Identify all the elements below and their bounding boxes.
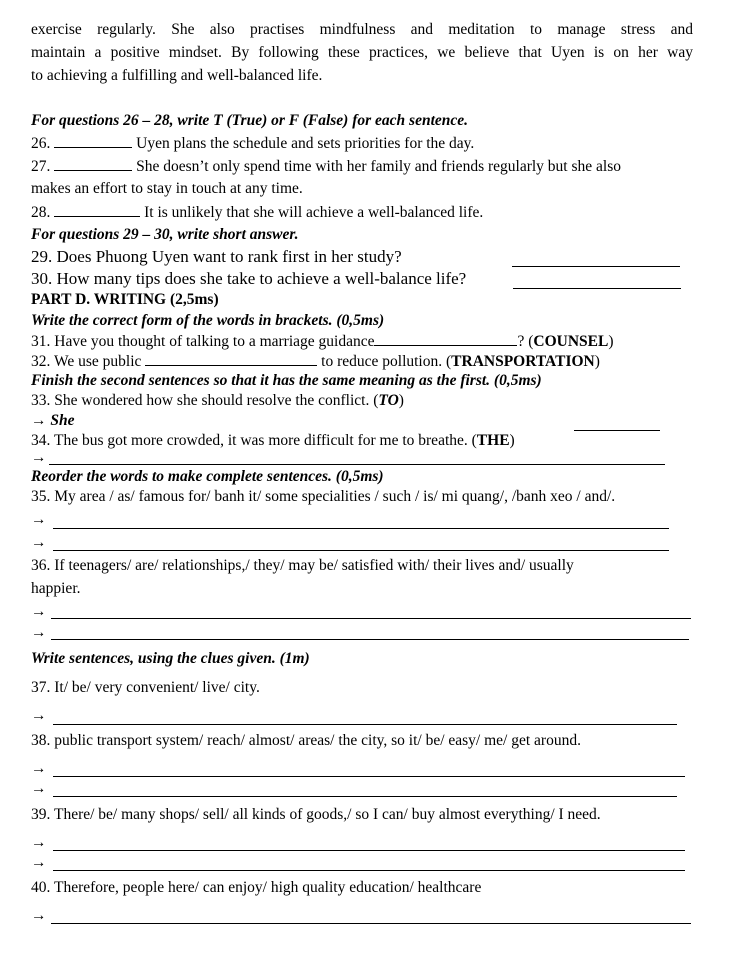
question-38: 38. public transport system/ reach/ almost/ areas/ the city, so it/ be/ easy/ me/ get around. (31, 732, 581, 749)
q35-arrow-1: → (31, 511, 47, 528)
q34-arrow: → (31, 449, 47, 466)
q39-arrow-2: → (31, 854, 47, 871)
question-31 (31, 331, 614, 352)
q26-answer-blank[interactable] (54, 133, 132, 148)
q35-answer-line-2[interactable] (53, 550, 669, 551)
q36-answer-line-1[interactable] (51, 618, 691, 619)
q32-close: ) (594, 353, 600, 370)
q32-after: to reduce pollution. ( (321, 353, 452, 370)
clues-instruction: Write sentences, using the clues given. (1m) (31, 650, 310, 667)
q36-arrow-1: → (31, 603, 47, 620)
q35-arrow-2: → (31, 534, 47, 551)
q35-answer-line-1[interactable] (53, 528, 669, 529)
q33-word: TO (378, 392, 399, 409)
q39-answer-line-1[interactable] (53, 850, 685, 851)
q33-close: ) (398, 392, 404, 409)
q32-text: 32. We use public (31, 353, 142, 370)
q31-after: ? ( (517, 333, 534, 350)
q28-number: 28. (31, 204, 51, 221)
passage-line-2: maintain a positive mindset. By following these practices, we believe that Uyen is on her way (31, 44, 693, 61)
question-28 (31, 202, 483, 223)
q27-text-line-2: makes an effort to stay in touch at any time. (31, 180, 303, 197)
q34-answer-line[interactable] (49, 464, 665, 465)
q27-answer-blank[interactable] (54, 156, 132, 171)
q34-word: THE (476, 432, 510, 449)
question-26 (31, 133, 474, 154)
short-answer-instruction: For questions 29 – 30, write short answer. (31, 226, 299, 243)
passage-line-1: exercise regularly. She also practises mindfulness and meditation to manage stress and (31, 21, 693, 38)
q38-arrow-1: → (31, 760, 47, 777)
q28-answer-blank[interactable] (54, 202, 140, 217)
question-29: 29. Does Phuong Uyen want to rank first in her study? (31, 247, 402, 266)
q29-answer-line[interactable] (512, 266, 680, 267)
passage-line-3: to achieving a fulfilling and well-balanced life. (31, 67, 323, 84)
q26-number: 26. (31, 135, 51, 152)
question-34 (31, 431, 515, 451)
question-33 (31, 391, 404, 411)
question-27 (31, 156, 621, 177)
q38-answer-line-2[interactable] (53, 796, 677, 797)
q33-start: → She (31, 412, 75, 429)
part-d-heading: PART D. WRITING (2,5ms) (31, 291, 219, 308)
word-form-instruction: Write the correct form of the words in brackets. (0,5ms) (31, 312, 385, 329)
question-40: 40. Therefore, people here/ can enjoy/ high quality education/ healthcare (31, 879, 482, 896)
question-36-line-1: 36. If teenagers/ are/ relationships,/ they/ may be/ satisfied with/ their lives and/ usually (31, 557, 574, 574)
q40-answer-line[interactable] (51, 923, 691, 924)
tf-instruction: For questions 26 – 28, write T (True) or F (False) for each sentence. (31, 112, 469, 129)
q34-close: ) (509, 432, 515, 449)
q34-text: 34. The bus got more crowded, it was more difficult for me to breathe. ( (31, 432, 477, 449)
q39-arrow-1: → (31, 834, 47, 851)
q31-answer-blank[interactable] (374, 331, 517, 346)
question-37: 37. It/ be/ very convenient/ live/ city. (31, 679, 260, 696)
q32-word: TRANSPORTATION (451, 353, 595, 370)
rewrite-instruction: Finish the second sentences so that it has the same meaning as the first. (0,5ms) (31, 372, 542, 389)
q33-answer-line[interactable] (574, 430, 660, 431)
q37-answer-line[interactable] (53, 724, 677, 725)
q27-text: She doesn’t only spend time with her family and friends regularly but she also (136, 158, 621, 175)
q30-answer-line[interactable] (513, 288, 681, 289)
q31-word: COUNSEL (533, 333, 609, 350)
question-35: 35. My area / as/ famous for/ banh it/ some specialities / such / is/ mi quang/, /banh xeo / and/. (31, 488, 616, 505)
q31-text: 31. Have you thought of talking to a marriage guidance (31, 333, 375, 350)
q26-text: Uyen plans the schedule and sets priorities for the day. (136, 135, 475, 152)
question-32 (31, 351, 600, 372)
question-39: 39. There/ be/ many shops/ sell/ all kinds of goods,/ so I can/ buy almost everything/ I need. (31, 806, 601, 823)
q40-arrow: → (31, 907, 47, 924)
q36-answer-line-2[interactable] (51, 639, 689, 640)
q32-answer-blank[interactable] (145, 351, 317, 366)
question-36-line-2: happier. (31, 580, 81, 597)
reorder-instruction: Reorder the words to make complete sentences. (0,5ms) (31, 468, 384, 485)
q37-arrow: → (31, 707, 47, 724)
q36-arrow-2: → (31, 624, 47, 641)
q38-arrow-2: → (31, 780, 47, 797)
q39-answer-line-2[interactable] (53, 870, 685, 871)
q28-text: It is unlikely that she will achieve a well-balanced life. (144, 204, 484, 221)
question-30: 30. How many tips does she take to achieve a well-balance life? (31, 269, 467, 288)
q31-close: ) (608, 333, 614, 350)
q38-answer-line-1[interactable] (53, 776, 685, 777)
q27-number: 27. (31, 158, 51, 175)
q33-text: 33. She wondered how she should resolve the conflict. ( (31, 392, 379, 409)
